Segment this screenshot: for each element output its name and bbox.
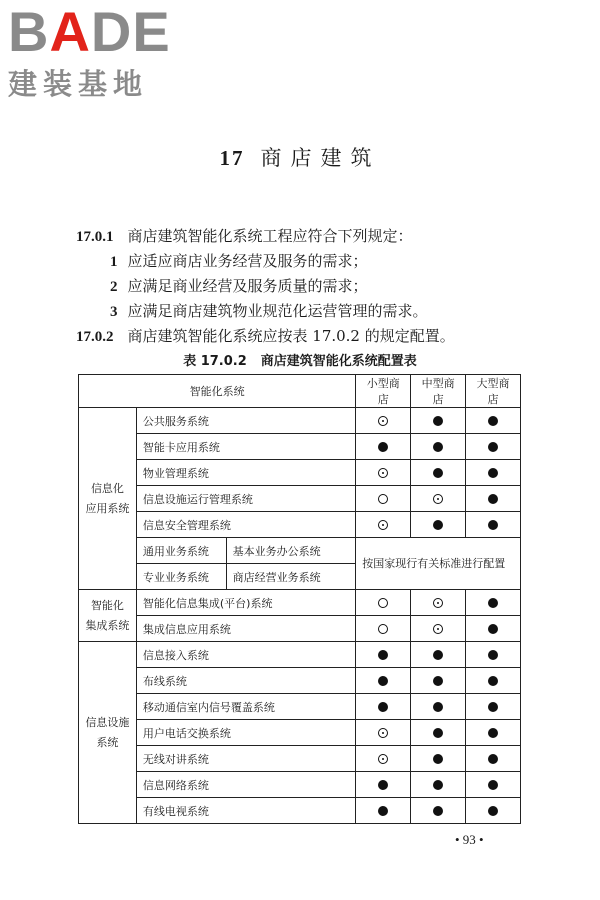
table-row: 信息设施 系统 信息接入系统	[79, 642, 521, 668]
config-table	[78, 374, 521, 824]
brand-logo	[8, 0, 171, 103]
full-circle-icon	[488, 520, 498, 530]
full-circle-icon	[488, 728, 498, 738]
full-circle-icon	[488, 468, 498, 478]
chapter-title: 商店建筑	[260, 146, 381, 170]
dot-circle-icon	[378, 520, 388, 530]
table-row: 无线对讲系统	[79, 746, 521, 772]
table-header-row	[79, 375, 521, 408]
full-circle-icon	[378, 702, 388, 712]
group-info-app: 信息化 应用系统	[79, 408, 137, 590]
empty-circle-icon	[378, 624, 388, 634]
full-circle-icon	[488, 442, 498, 452]
dot-circle-icon	[433, 598, 443, 608]
chapter-number: 17	[219, 146, 245, 170]
table-row: 智能化 集成系统 智能化信息集成(平台)系统	[79, 590, 521, 616]
table-row: 信息化 应用系统 公共服务系统	[79, 408, 521, 434]
chapter-heading	[0, 142, 600, 172]
dot-circle-icon	[378, 754, 388, 764]
clause-text: 商店建筑智能化系统工程应符合下列规定：	[127, 227, 413, 245]
table-row: 集成信息应用系统	[79, 616, 521, 642]
full-circle-icon	[433, 520, 443, 530]
full-circle-icon	[433, 442, 443, 452]
table-row: 信息设施运行管理系统	[79, 486, 521, 512]
group-integration: 智能化 集成系统	[79, 590, 137, 642]
table-row: 信息安全管理系统	[79, 512, 521, 538]
header-system: 智能化系统	[79, 375, 356, 408]
dot-circle-icon	[378, 468, 388, 478]
list-item: 3 应满足商店建筑物业规范化运营管理的需求。	[110, 302, 428, 320]
page-number: • 93 •	[455, 832, 484, 847]
header-small: 小型商店	[356, 375, 411, 408]
full-circle-icon	[488, 780, 498, 790]
group-facility: 信息设施 系统	[79, 642, 137, 824]
full-circle-icon	[488, 676, 498, 686]
table-row: 智能卡应用系统	[79, 434, 521, 460]
table-row: 专业业务系统 商店经营业务系统	[79, 564, 521, 590]
full-circle-icon	[488, 416, 498, 426]
table-row: 移动通信室内信号覆盖系统	[79, 694, 521, 720]
full-circle-icon	[378, 442, 388, 452]
dot-circle-icon	[433, 624, 443, 634]
dot-circle-icon	[378, 728, 388, 738]
full-circle-icon	[433, 676, 443, 686]
full-circle-icon	[488, 754, 498, 764]
full-circle-icon	[433, 650, 443, 660]
config-note: 按国家现行有关标准进行配置	[356, 538, 521, 590]
full-circle-icon	[488, 624, 498, 634]
empty-circle-icon	[378, 494, 388, 504]
full-circle-icon	[488, 598, 498, 608]
dot-circle-icon	[433, 494, 443, 504]
full-circle-icon	[488, 806, 498, 816]
table-caption: 表 17.0.2 商店建筑智能化系统配置表	[183, 354, 417, 369]
list-item: 2 应满足商业经营及服务质量的需求；	[110, 277, 368, 295]
full-circle-icon	[433, 780, 443, 790]
table-row: 布线系统	[79, 668, 521, 694]
empty-circle-icon	[378, 598, 388, 608]
clause-17-0-1	[76, 225, 413, 246]
full-circle-icon	[488, 494, 498, 504]
header-large: 大型商店	[466, 375, 521, 408]
table-row: 用户电话交换系统	[79, 720, 521, 746]
logo-wordmark: BADE	[8, 0, 171, 63]
full-circle-icon	[378, 806, 388, 816]
full-circle-icon	[433, 702, 443, 712]
table-row: 有线电视系统	[79, 798, 521, 824]
full-circle-icon	[433, 754, 443, 764]
logo-subtitle: 建装基地	[8, 67, 149, 101]
full-circle-icon	[433, 728, 443, 738]
clause-text: 商店建筑智能化系统应按表 17.0.2 的规定配置。	[127, 327, 455, 345]
full-circle-icon	[378, 780, 388, 790]
full-circle-icon	[433, 806, 443, 816]
full-circle-icon	[378, 676, 388, 686]
full-circle-icon	[433, 416, 443, 426]
clause-number: 17.0.2	[76, 329, 114, 345]
dot-circle-icon	[378, 416, 388, 426]
table-row: 通用业务系统 基本业务办公系统 按国家现行有关标准进行配置	[79, 538, 521, 564]
full-circle-icon	[488, 650, 498, 660]
table-row: 信息网络系统	[79, 772, 521, 798]
full-circle-icon	[378, 650, 388, 660]
list-item: 1 应适应商店业务经营及服务的需求；	[110, 252, 368, 270]
full-circle-icon	[488, 702, 498, 712]
table-row: 物业管理系统	[79, 460, 521, 486]
full-circle-icon	[433, 468, 443, 478]
clause-17-0-2	[76, 325, 455, 346]
header-medium: 中型商店	[411, 375, 466, 408]
clause-number: 17.0.1	[76, 229, 114, 245]
